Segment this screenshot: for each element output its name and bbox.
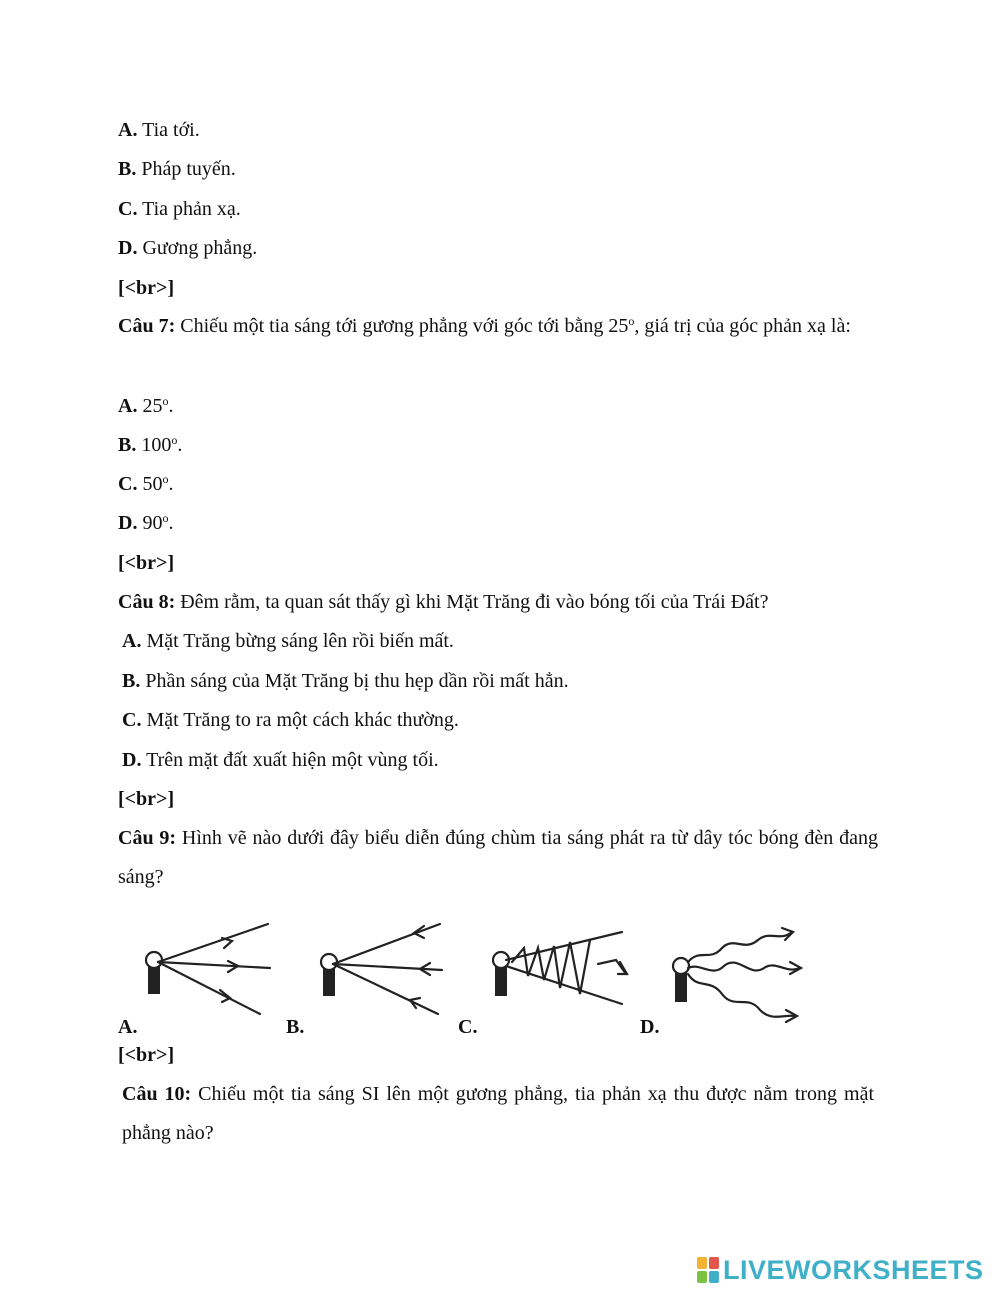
option-label: C. [118,198,138,220]
q8-option-d [122,748,439,772]
question-label: Câu 9: [118,827,177,849]
light-ray-figures [140,918,820,1028]
question-label: Câu 10: [122,1083,192,1105]
option-text: Phần sáng của Mặt Trăng bị thu hẹp dần rồi mất hẳn. [145,670,569,692]
option-d [118,236,257,260]
option-text: Gương phẳng. [142,237,258,259]
question-text: Chiếu một tia sáng tới gương phẳng với góc tới bằng 25 [180,315,629,337]
option-label: A. [118,119,138,141]
option-label: D. [118,237,138,259]
q8-option-c [122,708,459,732]
figure-d-wavy-rays [673,928,801,1022]
option-text: Trên mặt đất xuất hiện một vùng tối. [146,749,439,771]
q7-option-a [118,394,173,418]
question-text: Chiếu một tia sáng SI lên một gương phẳng, tia phản xạ thu được nằm trong mặt phẳng nào? [122,1083,874,1144]
liveworksheets-logo[interactable] [697,1255,984,1285]
question-label: Câu 7: [118,315,176,337]
option-label: A. [118,395,138,417]
option-text: Mặt Trăng to ra một cách khác thường. [146,709,459,731]
q8-option-b [122,669,569,693]
option-label: D. [122,749,142,771]
option-text: Mặt Trăng bừng sáng lên rồi biến mất. [146,630,454,652]
question-label: Câu 8: [118,591,176,613]
option-end: . [168,473,174,495]
degree-mark: o [628,314,635,328]
degree-mark: o [162,511,169,525]
q7-option-b [118,433,182,457]
option-end: . [168,395,174,417]
option-value: 25 [142,395,163,417]
degree-mark: o [171,433,178,447]
degree-mark: o [162,472,169,486]
separator: [<br>] [118,1044,175,1066]
figure-label-c: C. [458,1016,478,1038]
option-b [118,157,236,181]
option-label: D. [118,512,138,534]
question-text: Hình vẽ nào dưới đây biểu diễn đúng chùm tia sáng phát ra từ dây tóc bóng đèn đang sáng? [118,827,878,888]
brand-name: LIVEWORKSHEETS [723,1254,984,1285]
option-text: Pháp tuyến. [141,158,236,180]
figure-label-a: A. [118,1016,138,1038]
figure-b-inward-rays [321,924,442,1014]
option-text: Tia phản xạ. [142,198,241,220]
q7-option-d [118,511,173,535]
option-text: Tia tới. [142,119,200,141]
figure-label-b: B. [286,1016,305,1038]
option-label: B. [122,670,141,692]
option-label: B. [118,434,137,456]
option-a [118,118,200,142]
separator: [<br>] [118,788,175,810]
option-c [118,197,241,221]
option-label: C. [118,473,138,495]
degree-mark: o [162,394,169,408]
option-label: A. [122,630,142,652]
option-value: 50 [142,473,163,495]
q8-option-a [122,629,454,653]
option-value: 100 [141,434,172,456]
figure-c-cone-wave [493,932,627,1004]
question-9 [118,819,878,897]
figure-a-outward-rays [146,924,270,1014]
option-label: B. [118,158,137,180]
question-text: Đêm rằm, ta quan sát thấy gì khi Mặt Trăng đi vào bóng tối của Trái Đất? [180,591,769,613]
question-7 [118,307,878,346]
option-end: . [177,434,183,456]
option-value: 90 [142,512,163,534]
figure-label-d: D. [640,1016,660,1038]
separator: [<br>] [118,277,175,299]
question-text-end: , giá trị của góc phản xạ là: [634,315,851,337]
question-8 [118,590,769,614]
option-end: . [168,512,174,534]
q7-option-c [118,472,173,496]
option-label: C. [122,709,142,731]
liveworksheets-logo-icon [697,1257,719,1283]
question-10 [122,1075,874,1153]
separator: [<br>] [118,552,175,574]
